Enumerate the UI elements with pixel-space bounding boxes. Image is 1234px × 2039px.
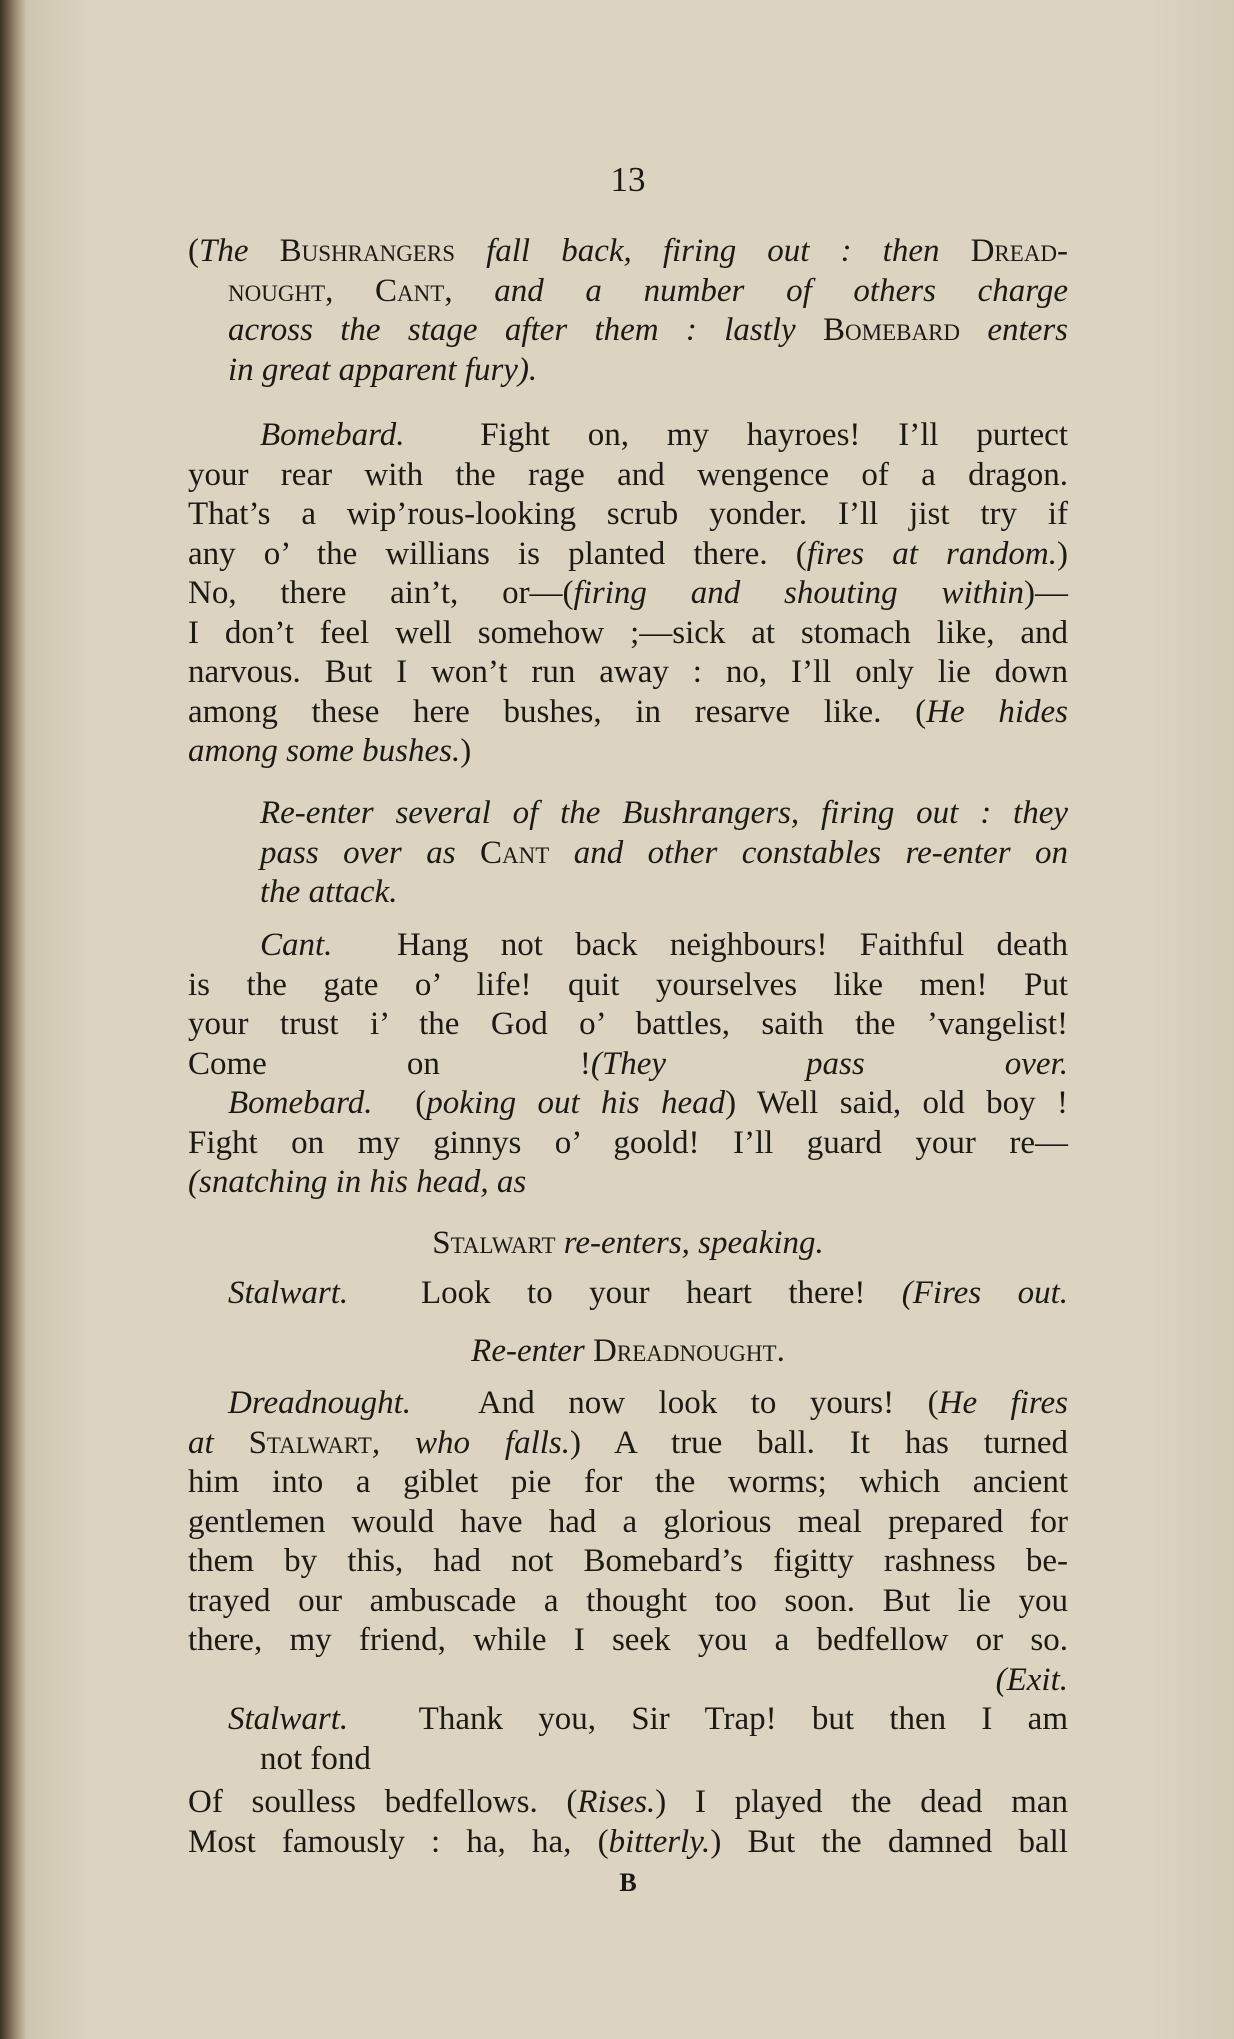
stage-direction-opening: (The Bushrangers fall back, firing out : then Dread- nought, Cant, and a number of others charge across the stage after them : lastly Bomebard enters in great apparent fury). xyxy=(188,233,1069,388)
book-spine-edge xyxy=(0,0,26,2039)
speech-bomebard-2: Bomebard. (poking out his head) Well said, old boy ! Fight on my ginnys o’ goold! I’ll guard your re— (snatching in his head, as xyxy=(188,1085,1068,1200)
speech-bomebard-1: Bomebard. Fight on, my hayroes! I’ll purtect your rear with the rage and wengence of a dragon. That’s a wip’rous-looking scrub yonder. I’ll jist try if any o’ the willians is planted there. (fires at random.) No, there ain’t, or—(firing and shouting within)— I don’t feel well somehow ;—sick at stomach like, and narvous. But I won’t run away : no, I’ll only lie down among these here bushes, in resarve like. (He hides among some bushes.) xyxy=(188,417,1069,769)
speaker-name: Stalwart. xyxy=(228,1275,349,1311)
speaker-name: Bomebard. xyxy=(228,1085,373,1121)
speech-stalwart-1: Stalwart. Look to your heart there! (Fires out. xyxy=(228,1275,1069,1311)
speaker-name: Dreadnought. xyxy=(228,1385,412,1421)
speaker-name: Bomebard. xyxy=(260,417,405,453)
speaker-name: Cant. xyxy=(260,927,333,963)
speech-cant: Cant. Hang not back neighbours! Faithful death is the gate o’ life! quit yourselves like men! Put your trust i’ the God o’ battles, saith the ’vangelist! Come on !(They pass over. xyxy=(188,927,1068,1082)
speech-dreadnought: Dreadnought. And now look to yours! (He fires at Stalwart, who falls.) A true ball. It has turned him into a giblet pie for the worms; which ancient gentlemen would have had a glorious meal prepared for them by this, had not Bomebard’s figitty rashness be- trayed our ambuscade a thought too soon. But lie you there, my friend, while I seek you a bedfellow or so. (Exit. xyxy=(188,1385,1069,1698)
signature-mark: B xyxy=(619,1868,637,1897)
stage-direction-reenter-bushrangers: Re-enter several of the Bushrangers, firing out : they pass over as Cant and other constables re-enter on the attack. xyxy=(260,795,1068,910)
speaker-name: Stalwart. xyxy=(228,1701,349,1737)
speech-stalwart-2: Stalwart. Thank you, Sir Trap! but then I am not fond Of soulless bedfellows. (Rises.) I played the dead man Most famously : ha, ha, (bitterly.) But the damned ball xyxy=(188,1701,1068,1860)
stage-direction-reenter-dreadnought: Re-enter Dreadnought. xyxy=(471,1333,785,1369)
page-number: 13 xyxy=(610,160,646,199)
stage-direction-stalwart-reenters: Stalwart re-enters, speaking. xyxy=(432,1225,824,1261)
